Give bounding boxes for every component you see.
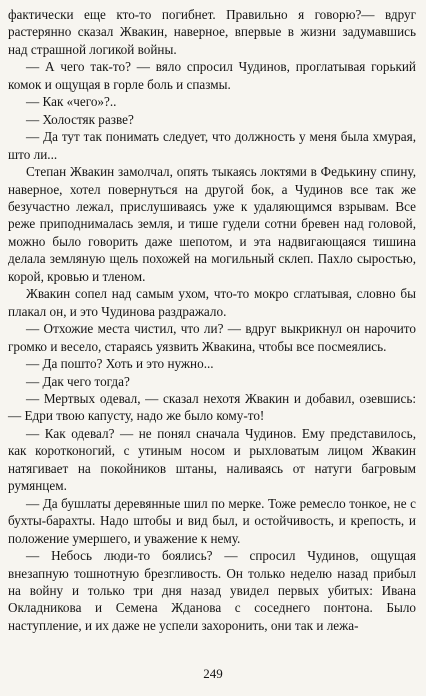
paragraph-3: — Как «чего»?.. <box>26 94 117 110</box>
paragraph-1: фактически еще кто-то погибнет. Правильно я говорю?— вдруг растерянно сказал Жвакин, наверное, впервые в жизни задумавшись над страшной логикой войны. <box>8 7 416 57</box>
paragraph-12: — Как одевал? — не понял сначала Чудинов. Ему представилось, как коротконогий, с утиным носом и рыхловатым лицом Жвакин натягивает на покойников штаны, наливаясь от натуги багровым румянцем. <box>8 425 416 494</box>
paragraph-5: — Да тут так понимать следует, что должность у меня была хмурая, што ли... <box>8 129 416 162</box>
paragraph-2: — А чего так-то? — вяло спросил Чудинов, проглатывая горький комок и ощущая в горле боль и спазмы. <box>8 59 416 92</box>
paragraph-8: — Отхожие места чистил, что ли? — вдруг выкрикнул он нарочито громко и весело, стараясь уязвить Жвакина, чтобы все посмеялись. <box>8 321 416 354</box>
page-number: 249 <box>203 666 223 681</box>
paragraph-6: Степан Жвакин замолчал, опять тыкаясь локтями в Федькину спину, наверное, хотел повернуться на другой бок, а Чудинов все так же безучастно лежал, прислушиваясь уже к удаляющимся взрывам. Все реже приподнималась земля, и тише гудели сотни бревен над головой, можно было говорить даже шепотом, и эта надвигающаяся тишина делала земляную щель похожей на могильный склеп. Пахло сыростью, корой, кровью и тленом. <box>8 164 416 284</box>
paragraph-11: — Мертвых одевал, — сказал нехотя Жвакин и добавил, озевшись: — Едри твою капусту, надо же было кому-то! <box>8 390 416 424</box>
paragraph-14: — Небось люди-то боялись? — спросил Чудинов, ощущая внезапную тошнотную брезгливость. Он только неделю назад прибыл на войну и только три дня назад увидел первых убитых: Ивана Окладникова и Семена Жданова с соседнего понтона. Было наступление, и их даже не успели захоронить, они так и лежа- <box>8 548 416 633</box>
paragraph-10: — Дак чего тогда? <box>26 373 130 389</box>
paragraph-9: — Да пошто? Хоть и это нужно... <box>26 356 214 372</box>
paragraph-13: — Да бушлаты деревянные шил по мерке. Тоже ремесло тонкое, не с бухты-барахты. Надо штобы и вид был, и остойчивость, и крепость, и положение умершего, и уважение к нему. <box>8 495 416 546</box>
paragraph-4: — Холостяк разве? <box>26 111 134 127</box>
book-page-text <box>8 6 416 634</box>
paragraph-7: Жвакин сопел над самым ухом, что-то мокро сглатывая, словно бы плакал он, и это Чудинова раздражало. <box>8 286 416 319</box>
